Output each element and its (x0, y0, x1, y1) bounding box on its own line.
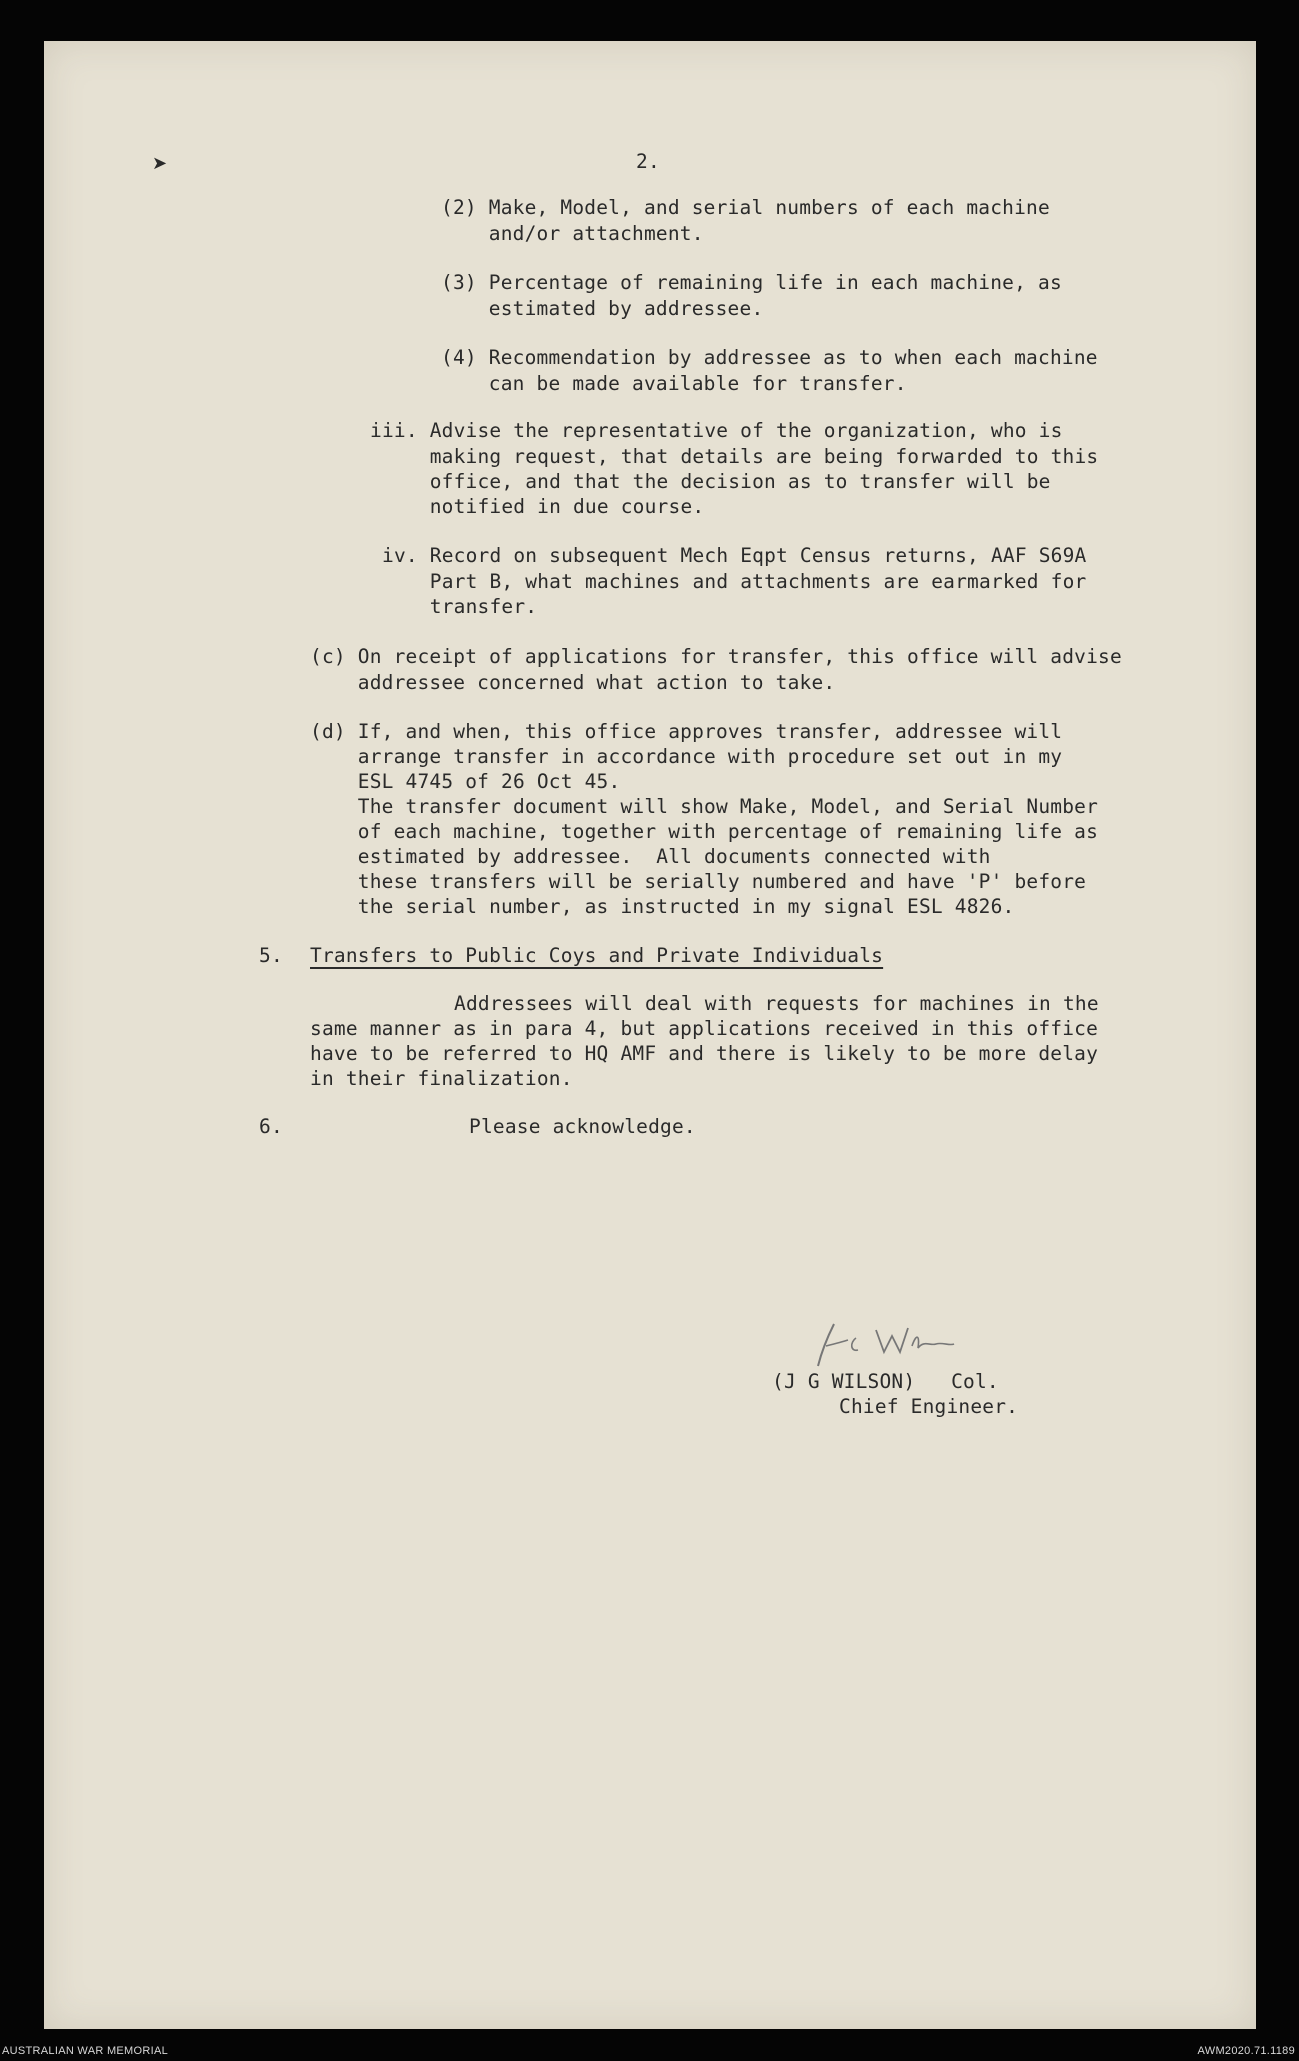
item-d-line-4: The transfer document will show Make, Model, and Serial Number (310, 795, 1099, 818)
item-d-line-8: the serial number, as instructed in my signal ESL 4826. (310, 895, 1015, 918)
item-2-line-1: (2) Make, Model, and serial numbers of each machine (441, 196, 1050, 219)
para-6-text: Please acknowledge. (469, 1115, 696, 1138)
signature-scrawl (804, 1316, 984, 1376)
item-3-line-2: estimated by addressee. (441, 297, 764, 320)
para-6-number: 6. (259, 1115, 283, 1138)
item-4-line-2: can be made available for transfer. (441, 372, 907, 395)
item-iii-line-4: notified in due course. (370, 495, 705, 518)
footer-left: AUSTRALIAN WAR MEMORIAL (2, 2045, 169, 2057)
item-iv-line-3: transfer. (382, 595, 538, 618)
signatory-name: (J G WILSON) Col. (772, 1370, 999, 1393)
footer-right: AWM2020.71.1189 (1197, 2045, 1295, 2057)
item-iii-line-2: making request, that details are being forwarded to this (370, 445, 1099, 468)
page-number: 2. (636, 150, 660, 173)
item-iii-line-1: iii. Advise the representative of the organization, who is (370, 419, 1063, 442)
signatory-title: Chief Engineer. (839, 1395, 1019, 1418)
item-c-line-1: (c) On receipt of applications for transfer, this office will advise (310, 645, 1122, 668)
item-iv-line-2: Part B, what machines and attachments are earmarked for (382, 570, 1087, 593)
item-iv-line-1: iv. Record on subsequent Mech Eqpt Census returns, AAF S69A (382, 544, 1087, 567)
item-d-line-5: of each machine, together with percentage of remaining life as (310, 820, 1099, 843)
para-5-line-2: same manner as in para 4, but applications received in this office (310, 1017, 1099, 1040)
item-2-line-2: and/or attachment. (441, 222, 704, 245)
para-5-number: 5. (259, 944, 283, 967)
para-5-line-4: in their finalization. (310, 1067, 573, 1090)
item-d-line-7: these transfers will be serially numbered and have 'P' before (310, 870, 1087, 893)
item-4-line-1: (4) Recommendation by addressee as to when each machine (441, 346, 1098, 369)
item-d-line-1: (d) If, and when, this office approves transfer, addressee will (310, 720, 1063, 743)
item-iii-line-3: office, and that the decision as to transfer will be (370, 470, 1051, 493)
para-5-line-3: have to be referred to HQ AMF and there is likely to be more delay (310, 1042, 1099, 1065)
para-5-heading: Transfers to Public Coys and Private Individuals (310, 944, 884, 967)
item-d-line-3: ESL 4745 of 26 Oct 45. (310, 770, 621, 793)
item-d-line-2: arrange transfer in accordance with procedure set out in my (310, 745, 1063, 768)
item-d-line-6: estimated by addressee. All documents connected with (310, 845, 991, 868)
item-3-line-1: (3) Percentage of remaining life in each machine, as (441, 271, 1062, 294)
punch-mark: ➤ (152, 153, 168, 173)
item-c-line-2: addressee concerned what action to take. (310, 671, 836, 694)
document-page (44, 41, 1256, 2029)
para-5-line-1: Addressees will deal with requests for machines in the (454, 992, 1099, 1015)
